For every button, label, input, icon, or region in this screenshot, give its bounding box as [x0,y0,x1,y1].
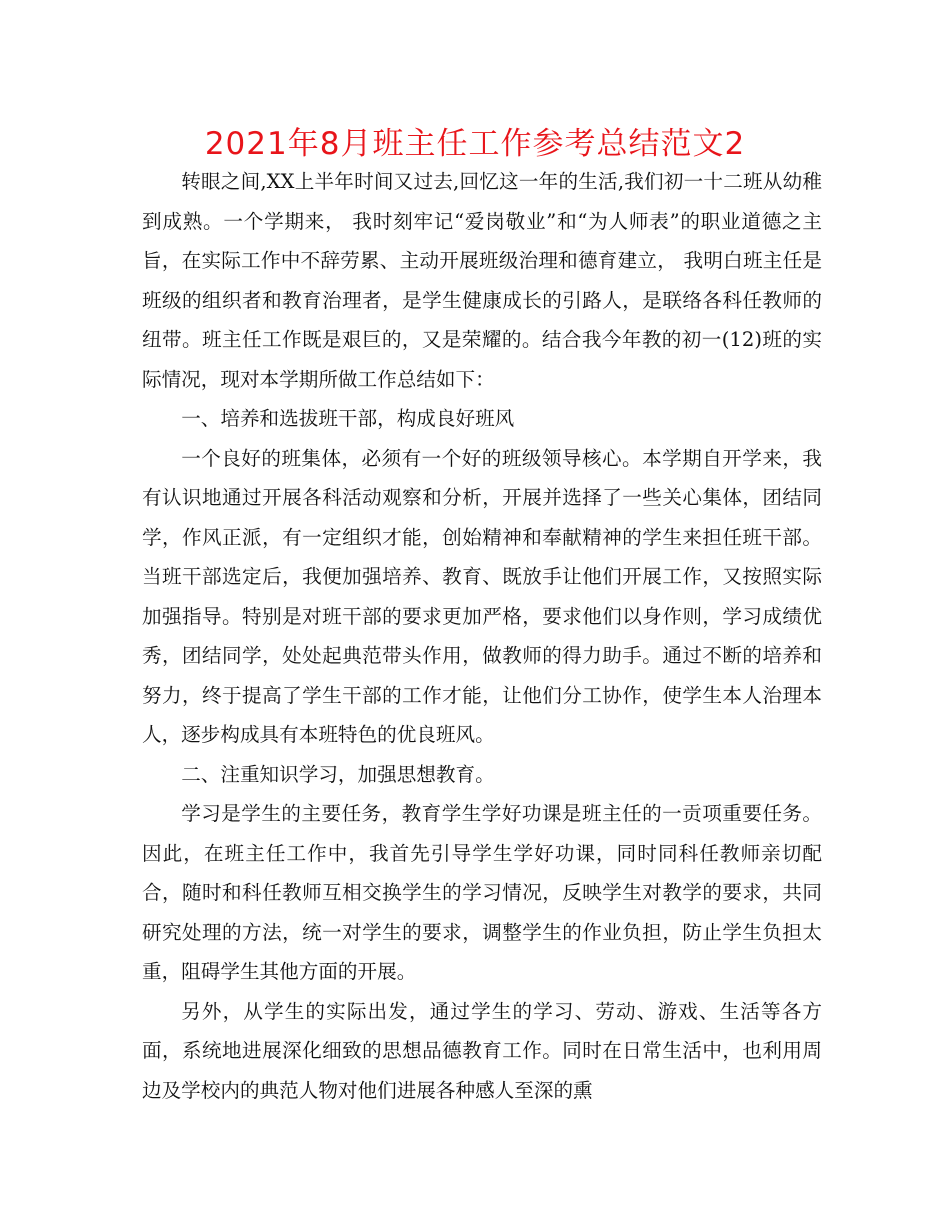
document-title: 2021年8月班主任工作参考总结范文2 [204,126,746,162]
section-heading-1: 一、培养和选拔班干部，构成良好班风 [181,407,515,430]
paragraph-section-2a: 学习是学生的主要任务，教育学生学好功课是班主任的一贡项重要任务。因此，在班主任工作中，我首先引导学生学好功课，同时同科任教师亲切配合，随时和科任教师互相交换学生的学习情况，反映学生对教学的要求，共同研究处理的方法，统一对学生的要求，调整学生的作业负担，防止学生负担太重，阻碍学生其他方面的开展。 [142,802,822,983]
paragraph-section-2b: 另外，从学生的实际出发，通过学生的学习、劳动、游戏、生活等各方面，系统地进展深化细致的思想品德教育工作。同时在日常生活中，也利用周边及学校内的典范人物对他们进展各种感人至深的熏 [142,999,822,1102]
paragraph-section-1: 一个良好的班集体，必须有一个好的班级领导核心。本学期自开学来，我有认识地通过开展各科活动观察和分析，开展并选择了一些关心集体，团结同学，作风正派，有一定组织才能，创始精神和奉献精神的学生来担任班干部。当班干部选定后，我便加强培养、教育、既放手让他们开展工作，又按照实际加强指导。特别是对班干部的要求更加严格，要求他们以身作则，学习成绩优秀，团结同学，处处起典范带头作用，做教师的得力助手。通过不断的培养和努力，终于提高了学生干部的工作才能，让他们分工协作，使学生本人治理本人，逐步构成具有本班特色的优良班风。 [142,446,822,746]
paragraph-intro: 转眼之间,XX上半年时间又过去,回忆这一年的生活,我们初一十二班从幼稚到成熟。一个学期来， 我时刻牢记“爱岗敬业”和“为人师表”的职业道德之主旨，在实际工作中不辞劳累、主动开展班级治理和德育建立， 我明白班主任是班级的组织者和教育治理者，是学生健康成长的引路人，是联络各科任教师的纽带。班主任工作既是艰巨的，又是荣耀的。结合我今年教的初一(12)班的实际情况，现对本学期所做工作总结如下： [142,170,822,391]
document-body [142,162,822,1110]
section-heading-2: 二、注重知识学习，加强思想教育。 [181,762,495,786]
